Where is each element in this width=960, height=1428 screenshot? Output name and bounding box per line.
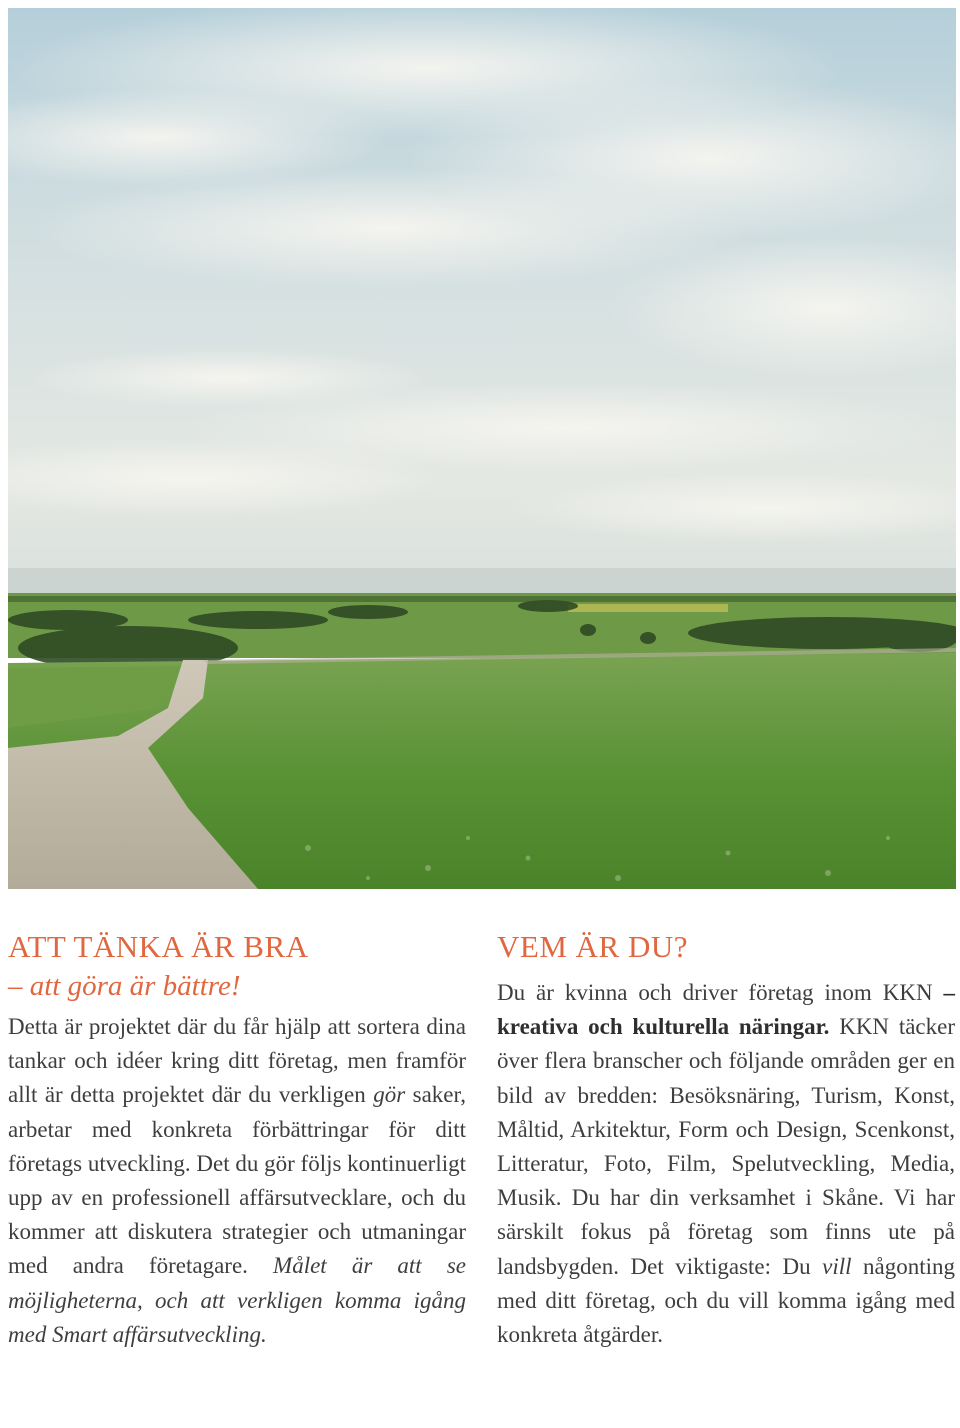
body-paragraph: Detta är projektet där du får hjälp att sortera dina tankar och idéer kring ditt företag, men framför allt är detta projektet där du verkligen gör saker, arbetar med konkreta förbättringar för ditt företags utveckling. Det du gör följs kontinuerligt upp av en professionell affärsutvecklare, och du kommer att diskutera strategier och utmaningar med andra företagare. Målet är att se möjligheterna, och att verkligen komma igång med Smart affärsutveckling. (8, 1014, 466, 1347)
kkn-definition: – kreativa och kulturella näringar. (497, 980, 955, 1040)
landscape-illustration (8, 8, 956, 889)
section-subheading: – att göra är bättre! (8, 970, 241, 1002)
right-column (497, 928, 955, 1352)
body-paragraph: Du är kvinna och driver företag inom KKN – kreativa och kulturella näringar. KKN täcker över flera branscher och följande områden ger en bild av bredden: Besöksnäring, Turism, Konst, Måltid, Arkitektur, Form och Design, Scenkonst, Litteratur, Foto, Film, Spelutveckling, Media, Musik. Du har din verksamhet i Skåne. Vi har särskilt fokus på företag som finns ute på landsbygden. Det viktigaste: Du vill någonting med ditt företag, och du vill komma igång med konkreta åtgärder. (497, 980, 955, 1348)
emphasis: vill (822, 1253, 852, 1279)
section-heading: ATT TÄNKA ÄR BRA (8, 929, 309, 964)
left-column (8, 928, 466, 1352)
emphasis: gör (373, 1082, 406, 1108)
section-heading: VEM ÄR DU? (497, 929, 688, 964)
goal-sentence: Målet är att se möjligheterna, och att verkligen komma igång med Smart affärsutveckling. (8, 1253, 466, 1347)
landscape-photo (8, 8, 956, 889)
